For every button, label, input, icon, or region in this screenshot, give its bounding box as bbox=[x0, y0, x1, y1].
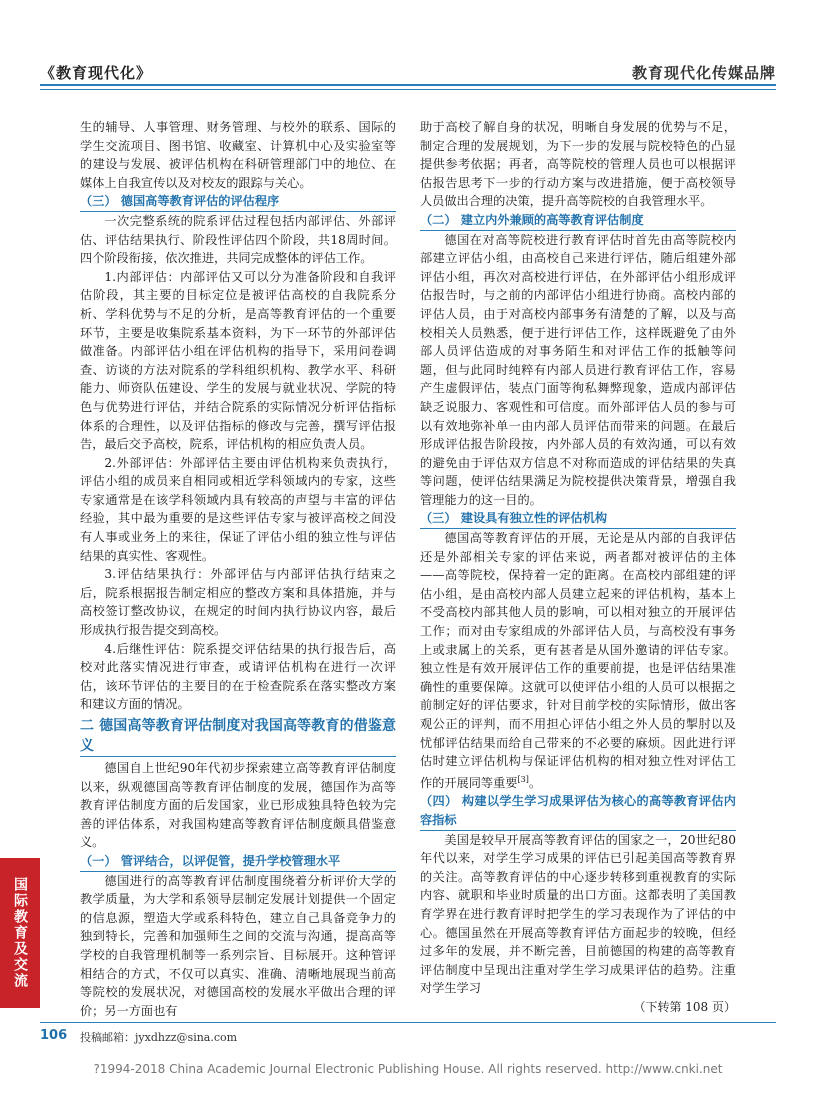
right-column bbox=[420, 118, 736, 1016]
paragraph: 德国自上世纪90年代初步探索建立高等教育评估制度以来，纵观德国高等教育评估制度的发展，德国作为高等教育评估制度方面的后发国家，业已形成独具特色较为完善的评估体系，对我国构建高等教育评估制度颇具借鉴意义。 bbox=[80, 761, 396, 850]
paragraph: 2.外部评估：外部评估主要由评估机构来负责执行，评估小组的成员来自相同或相近学科领域内的专家，这些专家通常是在该学科领域内具有较高的声望与丰富的评估经验，其中最为重要的是这些评估专家与被评高校之间没有人事或业务上的来往，保证了评估小组的独立性与评估结果的真实性、客观性。 bbox=[80, 455, 396, 563]
subsection-heading: （二） 建立内外兼顾的高等教育评估制度 bbox=[420, 211, 736, 231]
section-heading: 二 德国高等教育评估制度对我国高等教育的借鉴意义 bbox=[80, 716, 396, 757]
brand-slogan: 教育现代化传媒品牌 bbox=[631, 64, 776, 82]
paragraph bbox=[420, 529, 736, 792]
footer-rule bbox=[40, 1022, 776, 1023]
subsection-heading: （三） 建设具有独立性的评估机构 bbox=[420, 509, 736, 529]
paragraph: 3.评估结果执行：外部评估与内部评估执行结束之后，院系根据报告制定相应的整改方案和具体措施，并与高校签订整改协议，在规定的时间内执行协议内容，最后形成执行报告提交到高校。 bbox=[80, 567, 396, 638]
page-footer bbox=[40, 1022, 776, 1046]
paragraph: 德国在对高等院校进行教育评估时首先由高等院校内部建立评估小组，由高校自己来进行评估，随后组建外部评估小组，再次对高校进行评估，在外部评估小组形成评估报告时，与之前的内部评估小组进行协商。高校内部的评估人员，由于对高校内部事务有清楚的了解，以及与高校相关人员熟悉，便于进行评估工作，这样既避免了由外部人员评估造成的对事务陌生和对评估工作的抵触等问题，但与此同时纯粹有内部人员进行教育评估工作，容易产生虚假评估，装点门面等徇私舞弊现象，造成内部评估缺乏说服力、客观性和可信度。而外部评估人员的参与可以有效地弥补单一由内部人员评估而带来的问题。在最后形成评估报告阶段按，内外部人员的有效沟通，可以有效的避免由于评估双方信息不对称而造成的评估结果的失真等问题，使评估结果满足为院校提供决策背景，增强自我管理能力的这一目的。 bbox=[420, 232, 736, 507]
continued-note: （下转第 108 页） bbox=[633, 999, 736, 1014]
left-column bbox=[80, 118, 396, 1020]
subsection-heading: （四） 构建以学生学习成果评估为核心的高等教育评估内容指标 bbox=[420, 792, 736, 830]
citation-ref[interactable]: [3] bbox=[517, 774, 529, 784]
submission-email: 投稿邮箱：jyxdhzz@sina.com bbox=[80, 1031, 238, 1044]
paragraph: 一次完整系统的院系评估过程包括内部评估、外部评估、评估结果执行、阶段性评估四个阶段，共18周时间。四个阶段衔接，依次推进，共同完成整体的评估工作。 bbox=[80, 213, 396, 266]
paragraph: 美国是较早开展高等教育评估的国家之一，20世纪80年代以来，对学生学习成果的评估已引起美国高等教育界的关注。高等教育评估的中心逐步转移到重视教育的实际内容、就职和毕业时质量的出口方面。这都表明了美国教育学界在进行教育评时把学生的学习表现作为了评估的中心。德国虽然在开展高等教育评估方面起步的较晚，但经过多年的发展，并不断完善，目前德国的构建的高等教育评估制度中呈现出注重对学生学习成果评估的趋势。注重对学生学习 bbox=[420, 832, 736, 996]
header-rule bbox=[40, 84, 776, 86]
paragraph: 4.后继性评估：院系提交评估结果的执行报告后，高校对此落实情况进行审查，或请评估机构在进行一次评估，该环节评估的主要目的在于检查院系在落实整改方案和建议方面的情况。 bbox=[80, 641, 396, 712]
page-header bbox=[40, 48, 776, 90]
section-side-tab: 国际教育及交流 bbox=[0, 858, 40, 1008]
header-rule-thin bbox=[40, 89, 776, 90]
paragraph: 德国进行的高等教育评估制度围绕着分析评价大学的教学质量，为大学和系领导层制定发展计划提供一个固定的信息源，塑造大学或系科特色，建立自己具备竞争力的独到特长，完善和加强师生之间的交流与沟通，提高高等学校的自我管理机制等一系列宗旨、目标展开。这种管评相结合的方式，不仅可以真实、准确、清晰地展现当前高等院校的发展状况，对德国高校的发展水平做出合理的评价；另一方面也有 bbox=[80, 873, 396, 1018]
paragraph: 助于高校了解自身的状况，明晰自身发展的优势与不足，制定合理的发展规划，为下一步的发展与院校特色的凸显提供参考依据；再者，高等院校的管理人员也可以根据评估报告思考下一步的行动方案与改进措施，便于高校领导人员做出合理的决策，提升高等院校的自我管理水平。 bbox=[420, 120, 736, 209]
subsection-heading: （三） 德国高等教育评估的评估程序 bbox=[80, 192, 396, 212]
paragraph-end: 。 bbox=[528, 775, 542, 790]
subsection-heading: （一） 管评结合，以评促管，提升学校管理水平 bbox=[80, 852, 396, 872]
paragraph: 生的辅导、人事管理、财务管理、与校外的联系、国际的学生交流项目、图书馆、收藏室、计算机中心及实验室等的建设与发展、被评估机构在科研管理部门中的地位、在媒体上自我宣传以及对校友的跟踪与关心。 bbox=[80, 120, 396, 190]
page-number: 106 bbox=[40, 1028, 68, 1043]
paragraph-text: 德国高等教育评估的开展，无论是从内部的自我评估还是外部相关专家的评估来说，两者都对被评估的主体——高等院校，保持着一定的距离。在高校内部组建的评估小组，是由高校内部人员建立起来的评估机构，基本上不受高校内部其他人员的影响，可以相对独立的开展评估工作；而对由专家组成的外部评估人员，与高校没有事务上或隶属上的关系，更有甚者是从国外邀请的评估专家。独立性是有效开展评估工作的重要前提，也是评估结果准确性的重要保障。这就可以使评估小组的人员可以根据之前制定好的评估要求，针对目前学校的实际情形，做出客观公正的评判，而不用担心评估小组之外人员的掣肘以及忧郁评估结果而给自己带来的不必要的麻烦。因此进行评估时建立评估机构与保证评估机构的相对独立性对评估工作的开展同等重要 bbox=[420, 531, 736, 790]
copyright-notice: ?1994-2018 China Academic Journal Electronic Publishing House. All rights reserved. http://www.cnki.net bbox=[93, 1062, 723, 1076]
journal-name: 《教育现代化》 bbox=[40, 64, 153, 82]
paragraph: 1.内部评估：内部评估又可以分为准备阶段和自我评估阶段，其主要的目标定位是被评估高校的自我院系分析、学科优势与不足的分析，是高等教育评估的一个重要环节，主要是收集院系基本资料，为下一环节的外部评估做准备。内部评估小组在评估机构的指导下，采用问卷调查、访谈的方法对院系的学科组织机构、教学水平、科研能力、师资队伍建设、学生的发展与就业状况、学院的特色与优势进行评估，并结合院系的实际情况分析评估指标体系的合理性，以及评估指标的修改与完善，撰写评估报告，最后交予高校，院系，评估机构的相应负责人员。 bbox=[80, 269, 396, 452]
